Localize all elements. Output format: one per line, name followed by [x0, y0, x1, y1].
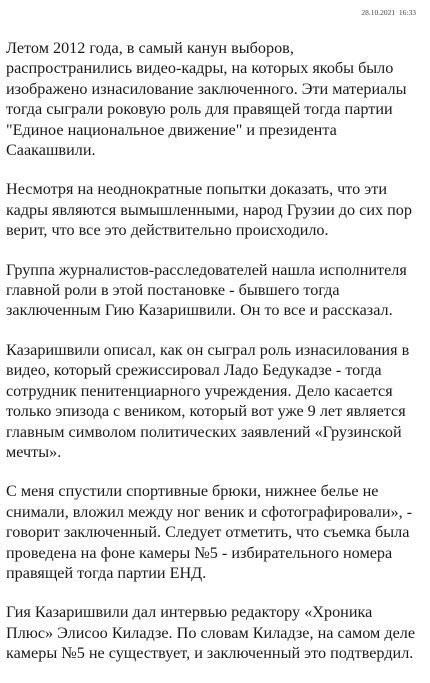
text-line: главным символом политических заявлений «Грузинской — [6, 422, 402, 441]
text-line: Группа журналистов-расследователей нашла исполнителя — [6, 260, 407, 279]
paragraph — [6, 481, 424, 583]
text-line: Плюс» Элисоо Киладзе. По словам Киладзе, на самом деле — [6, 623, 416, 642]
paragraph — [6, 602, 424, 663]
text-line: Саакашвили. — [6, 141, 96, 160]
text-line: снимали, вложил между ног веник и сфотографировали», - — [6, 502, 413, 521]
text-line: правящей тогда партии ЕНД. — [6, 563, 207, 582]
article-body — [6, 38, 424, 683]
text-line: "Единое национальное движение" и президента — [6, 120, 337, 139]
text-line: изображено изнасилование заключенного. Эти материалы — [6, 79, 407, 98]
text-line: Летом 2012 года, в самый канун выборов, — [6, 39, 294, 57]
text-line: сотрудник пенитенциарного учреждения. Дело касается — [6, 381, 393, 400]
text-line: говорит заключенный. Следует отметить, что съемка была — [6, 523, 410, 542]
text-line: тогда сыграли роковую роль для правящей тогда партии — [6, 100, 393, 119]
text-line: видео, который срежиссировал Ладо Бедукадзе - тогда — [6, 361, 382, 380]
date-label: 28.10.2021 — [361, 8, 396, 17]
paragraph — [6, 38, 424, 160]
text-line: мечты». — [6, 442, 62, 461]
paragraph — [6, 179, 424, 240]
text-line: только эпизода с веником, который вот уже 9 лет является — [6, 402, 406, 421]
text-line: проведена на фоне камеры №5 - избирательного номера — [6, 543, 393, 562]
text-line: заключенным Гию Казаришвили. Он то все и рассказал. — [6, 301, 393, 320]
text-line: кадры являются вымышленными, народ Грузии до сих пор — [6, 200, 412, 219]
text-line: Казаришвили описал, как он сыграл роль изнасилования в — [6, 340, 410, 359]
text-line: камеры №5 не существует, и заключенный это подтвердил. — [6, 644, 414, 663]
paragraph — [6, 260, 424, 321]
text-line: главной роли в этой постановке - бывшего тогда — [6, 281, 340, 300]
text-line: С меня спустили спортивные брюки, нижнее белье не — [6, 482, 379, 501]
text-line: верит, что все это действительно происходило. — [6, 221, 329, 240]
paragraph — [6, 340, 424, 462]
text-line: Несмотря на неоднократные попытки доказать, что эти — [6, 180, 387, 199]
text-line: Гия Казаришвили дал интервью редактору «Хроника — [6, 603, 373, 622]
text-line: распространились видео-кадры, на которых якобы было — [6, 59, 394, 78]
time-label: 16:33 — [398, 8, 416, 17]
timestamp-header — [361, 8, 416, 17]
